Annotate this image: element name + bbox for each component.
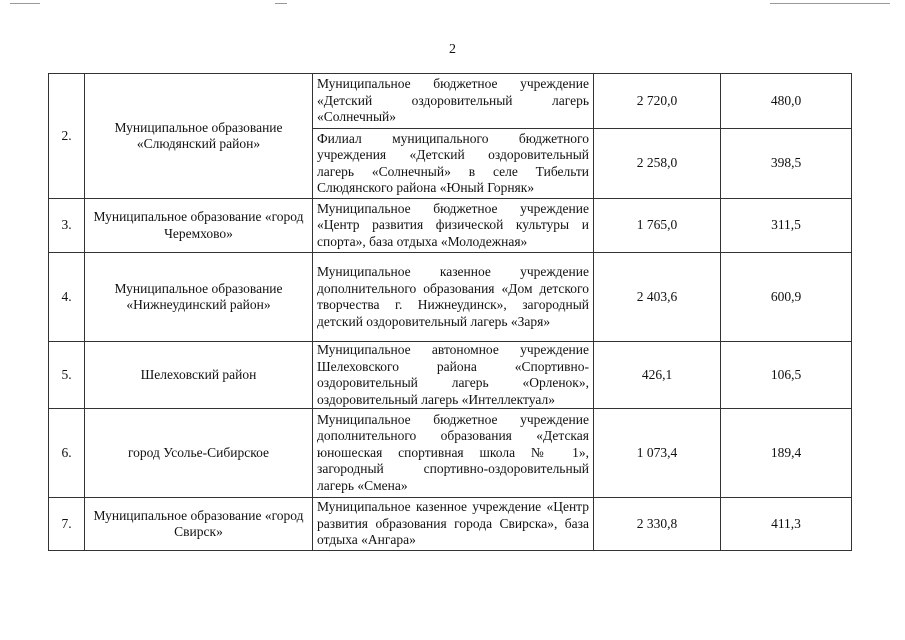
table-row xyxy=(49,253,852,342)
institution: Муниципальное автономное учреждение Шелеховского района «Спортивно-оздоровительный лагерь «Орленок», оздоровительный лагерь «Интеллектуал» xyxy=(313,342,594,409)
institution: Муниципальное бюджетное учреждение дополнительного образования «Детская юношеская спортивная школа № 1», загородный спортивно-оздоровительный лагерь «Смена» xyxy=(313,409,594,498)
institution: Филиал муниципального бюджетного учреждения «Детский оздоровительный лагерь «Солнечный» в селе Тибельти Слюдянского района «Юный Горняк» xyxy=(313,129,594,199)
value-share: 311,5 xyxy=(721,199,852,253)
value-total: 2 720,0 xyxy=(594,74,721,129)
institution: Муниципальное казенное учреждение дополнительного образования «Дом детского творчества г. Нижнеудинск», загородный детский оздоровительный лагерь «Заря» xyxy=(313,253,594,342)
value-total: 2 403,6 xyxy=(594,253,721,342)
row-number: 5. xyxy=(49,342,85,409)
table-row xyxy=(49,74,852,129)
value-total: 1 765,0 xyxy=(594,199,721,253)
table-row xyxy=(49,409,852,498)
scan-artifacts xyxy=(10,3,895,5)
municipality: Муниципальное образование «город Черемхово» xyxy=(85,199,313,253)
municipality: город Усолье-Сибирское xyxy=(85,409,313,498)
funding-table xyxy=(48,73,852,551)
table-row xyxy=(49,498,852,551)
value-share: 600,9 xyxy=(721,253,852,342)
table-row xyxy=(49,199,852,253)
value-share: 480,0 xyxy=(721,74,852,129)
row-number: 4. xyxy=(49,253,85,342)
row-number: 6. xyxy=(49,409,85,498)
row-number: 3. xyxy=(49,199,85,253)
institution: Муниципальное бюджетное учреждение «Центр развития физической культуры и спорта», база отдыха «Молодежная» xyxy=(313,199,594,253)
value-share: 411,3 xyxy=(721,498,852,551)
institution: Муниципальное казенное учреждение «Центр развития образования города Свирска», база отдыха «Ангара» xyxy=(313,498,594,551)
value-share: 189,4 xyxy=(721,409,852,498)
value-total: 2 330,8 xyxy=(594,498,721,551)
value-total: 1 073,4 xyxy=(594,409,721,498)
value-share: 106,5 xyxy=(721,342,852,409)
table-row xyxy=(49,342,852,409)
page-number: 2 xyxy=(449,42,456,57)
municipality: Шелеховский район xyxy=(85,342,313,409)
value-total: 426,1 xyxy=(594,342,721,409)
row-number: 7. xyxy=(49,498,85,551)
municipality: Муниципальное образование «Нижнеудинский район» xyxy=(85,253,313,342)
value-total: 2 258,0 xyxy=(594,129,721,199)
municipality: Муниципальное образование «город Свирск» xyxy=(85,498,313,551)
municipality: Муниципальное образование «Слюдянский район» xyxy=(85,74,313,199)
value-share: 398,5 xyxy=(721,129,852,199)
row-number: 2. xyxy=(49,74,85,199)
institution: Муниципальное бюджетное учреждение «Детский оздоровительный лагерь «Солнечный» xyxy=(313,74,594,129)
